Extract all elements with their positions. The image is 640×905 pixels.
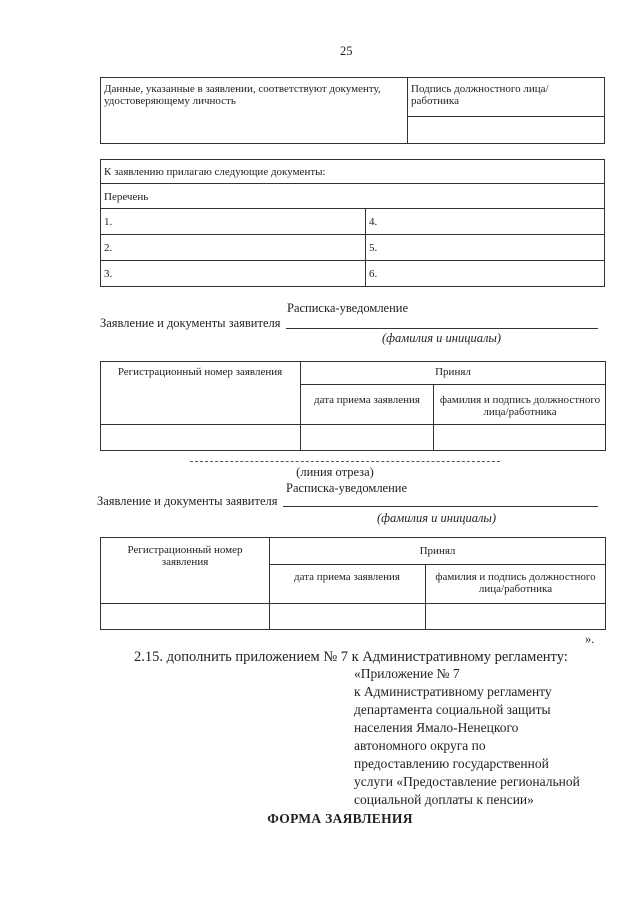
cut-line: [190, 461, 500, 462]
appendix-line: «Приложение № 7: [354, 666, 460, 681]
appendix-line: к Административному регламенту: [354, 684, 552, 699]
official-signature-label: Подпись должностного лица/работника: [411, 83, 549, 107]
appendix-header: [354, 665, 614, 809]
applicant-docs-label: Заявление и документы заявителя: [97, 494, 278, 508]
verification-text: Данные, указанные в заявлении, соответствуют документу, удостоверяющему личность: [104, 83, 381, 107]
receipt-title: Расписка-уведомление: [286, 481, 408, 495]
list-item: 6.: [369, 268, 378, 280]
name-initials-caption: (фамилия и инициалы): [382, 331, 502, 345]
applicant-docs-label: Заявление и документы заявителя: [100, 316, 281, 330]
name-initials-caption: (фамилия и инициалы): [377, 511, 497, 525]
appendix-line: услуги «Предоставление региональной: [354, 774, 580, 789]
attached-documents-header: К заявлению прилагаю следующие документы:: [104, 166, 326, 178]
applicant-name-line: [286, 328, 598, 329]
official-name-header: фамилия и подпись должностного лица/работника: [439, 394, 601, 418]
appendix-line: автономного округа по: [354, 738, 486, 753]
applicant-name-line: [283, 506, 598, 507]
reg-number-header: Регистрационный номер заявления: [127, 544, 243, 568]
appendix-line: департамента социальной защиты: [354, 702, 551, 717]
appendix-line: населения Ямало-Ненецкого: [354, 720, 519, 735]
cut-line-label: (линия отреза): [296, 465, 374, 479]
receipt-date-header: дата приема заявления: [294, 571, 400, 583]
page-number: 25: [340, 44, 353, 58]
list-item: 2.: [104, 242, 113, 254]
appendix-line: социальной доплаты к пенсии»: [354, 792, 534, 807]
list-item: 3.: [104, 268, 113, 280]
appendix-line: предоставлению государственной: [354, 756, 549, 771]
official-name-header: фамилия и подпись должностного лица/работника: [435, 571, 596, 595]
closing-quote-mark: ».: [585, 632, 595, 646]
list-item: 4.: [369, 216, 378, 228]
list-item: 5.: [369, 242, 378, 254]
receipt-title: Расписка-уведомление: [287, 301, 409, 315]
accepted-header: Принял: [435, 366, 471, 378]
reg-number-header: Регистрационный номер заявления: [117, 366, 283, 378]
receipt-date-header: дата приема заявления: [314, 394, 420, 406]
accepted-header: Принял: [419, 545, 456, 557]
list-label: Перечень: [104, 191, 149, 203]
item-2-15-text: 2.15. дополнить приложением № 7 к Административному регламенту:: [134, 649, 568, 665]
list-item: 1.: [104, 216, 113, 228]
form-title: ФОРМА ЗАЯВЛЕНИЯ: [267, 811, 413, 826]
